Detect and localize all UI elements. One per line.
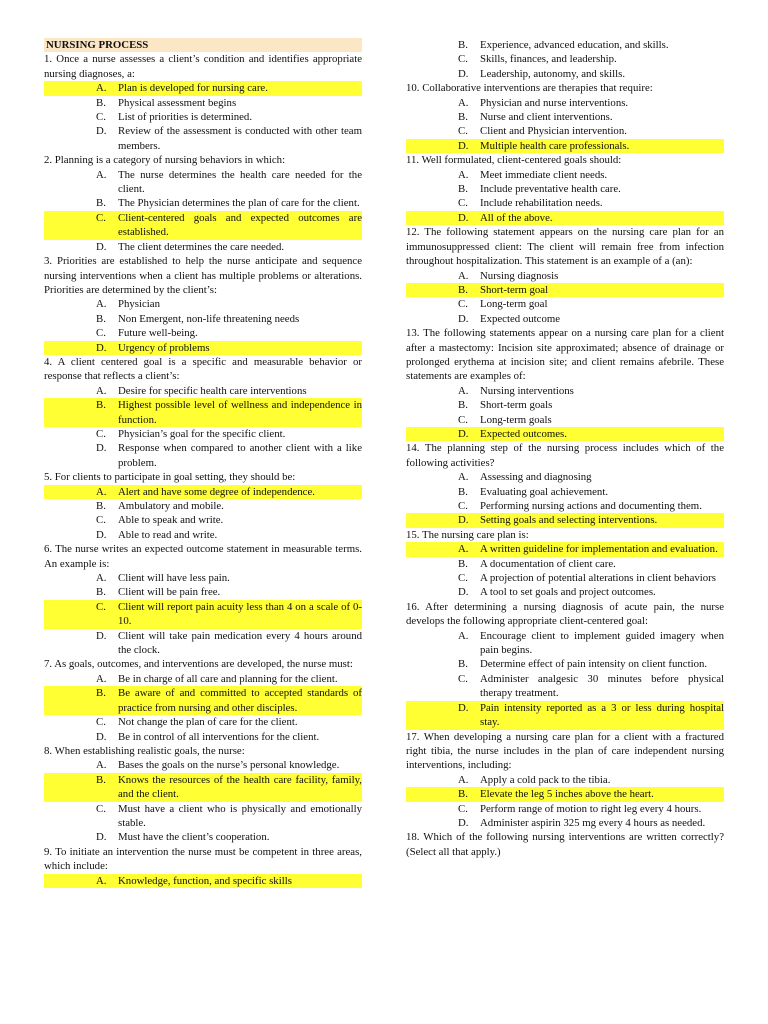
- answer-option: [44, 730, 362, 744]
- answer-option: [406, 672, 724, 701]
- answer-option-highlighted: [44, 874, 362, 888]
- question-text: 8. When establishing realistic goals, the nurse:: [44, 744, 245, 757]
- option-text: Able to speak and write.: [118, 514, 224, 527]
- option-text: Able to read and write.: [118, 528, 218, 541]
- answer-option: [406, 571, 724, 585]
- question-text: 10. Collaborative interventions are therapies that require:: [406, 82, 653, 95]
- option-letter: D.: [406, 513, 480, 527]
- answer-option: [406, 384, 724, 398]
- answer-option: [44, 513, 362, 527]
- option-text: Nursing diagnosis: [480, 269, 559, 282]
- option-letter: A.: [458, 168, 469, 181]
- option-letter: A.: [96, 572, 107, 585]
- answer-option: [44, 571, 362, 585]
- option-text: Be in control of all interventions for the client.: [118, 730, 320, 743]
- answer-option-highlighted: [406, 787, 724, 801]
- option-letter: A.: [96, 759, 107, 772]
- answer-option: [406, 470, 724, 484]
- option-letter: A.: [44, 81, 118, 95]
- option-letter: C.: [458, 802, 468, 815]
- answer-option: [44, 124, 362, 153]
- option-letter: C.: [96, 802, 106, 815]
- answer-option-highlighted: [44, 600, 362, 629]
- option-text: A projection of potential alterations in client behaviors: [480, 572, 716, 585]
- answer-option: [406, 67, 724, 81]
- option-text: Knowledge, function, and specific skills: [118, 874, 362, 888]
- option-letter: B.: [44, 686, 118, 715]
- option-letter: C.: [44, 600, 118, 629]
- option-text: Client-centered goals and expected outcomes are established.: [118, 211, 362, 239]
- answer-option: [406, 398, 724, 412]
- answer-option: [406, 312, 724, 326]
- answer-option: [44, 499, 362, 513]
- answer-option-highlighted: [44, 686, 362, 715]
- answer-option: [406, 485, 724, 499]
- option-text: Short-term goal: [480, 283, 724, 297]
- option-letter: D.: [458, 312, 469, 325]
- option-text: Short-term goals: [480, 399, 553, 412]
- option-letter: D.: [458, 586, 469, 599]
- answer-option-highlighted: [406, 542, 724, 556]
- option-text: Determine effect of pain intensity on client function.: [480, 658, 708, 671]
- answer-option: [44, 672, 362, 686]
- answer-option: [406, 816, 724, 830]
- answer-option: [406, 557, 724, 571]
- option-text: List of priorities is determined.: [118, 111, 253, 124]
- question-text: 9. To initiate an intervention the nurse must be competent in three areas, which include:: [44, 845, 362, 873]
- option-text: A tool to set goals and project outcomes.: [480, 586, 656, 599]
- answer-option: [406, 585, 724, 599]
- option-letter: B.: [458, 557, 468, 570]
- option-text: The Physician determines the plan of care for the client.: [118, 197, 360, 210]
- option-text: Include rehabilitation needs.: [480, 197, 603, 210]
- option-text: Long-term goals: [480, 413, 552, 426]
- option-letter: A.: [458, 629, 469, 642]
- option-text: Urgency of problems: [118, 341, 362, 355]
- question-text: 4. A client centered goal is a specific and measurable behavior or response that reflects a client’s:: [44, 355, 362, 383]
- option-text: Multiple health care professionals.: [480, 139, 724, 153]
- answer-option: [44, 427, 362, 441]
- option-letter: A.: [44, 485, 118, 499]
- option-letter: A.: [96, 384, 107, 397]
- question-text: 16. After determining a nursing diagnosis of acute pain, the nurse develops the following appropriate client-centered goal:: [406, 600, 724, 628]
- option-letter: D.: [458, 67, 469, 80]
- left-column: [44, 38, 362, 888]
- option-text: All of the above.: [480, 211, 724, 225]
- option-letter: A.: [458, 471, 469, 484]
- option-letter: B.: [96, 586, 106, 599]
- answer-option: [44, 585, 362, 599]
- option-text: Be aware of and committed to accepted standards of practice from nursing and other disciples.: [118, 687, 362, 714]
- option-letter: A.: [458, 773, 469, 786]
- answer-option: [406, 168, 724, 182]
- answer-option-highlighted: [44, 398, 362, 427]
- option-letter: B.: [96, 197, 106, 210]
- option-letter: A.: [406, 542, 480, 556]
- option-letter: A.: [44, 874, 118, 888]
- question-text: 2. Planning is a category of nursing behaviors in which:: [44, 154, 286, 167]
- option-letter: A.: [96, 672, 107, 685]
- option-text: A written guideline for implementation and evaluation.: [480, 542, 724, 556]
- option-text: Review of the assessment is conducted with other team members.: [118, 125, 362, 152]
- option-letter: C.: [458, 413, 468, 426]
- option-text: Future well-being.: [118, 327, 198, 340]
- answer-option: [406, 773, 724, 787]
- answer-option-highlighted: [44, 341, 362, 355]
- answer-option-highlighted: [406, 701, 724, 730]
- option-text: Leadership, autonomy, and skills.: [480, 67, 626, 80]
- option-text: Not change the plan of care for the client.: [118, 716, 298, 729]
- option-text: Expected outcome: [480, 312, 561, 325]
- answer-option: [406, 802, 724, 816]
- option-text: Physician’s goal for the specific client.: [118, 427, 286, 440]
- option-text: Encourage client to implement guided imagery when pain begins.: [480, 629, 724, 657]
- option-letter: D.: [406, 211, 480, 225]
- option-text: Evaluating goal achievement.: [480, 485, 609, 498]
- option-text: Physical assessment begins: [118, 96, 237, 109]
- option-letter: B.: [458, 183, 468, 196]
- right-column-content: [406, 38, 724, 859]
- option-text: The nurse determines the health care needed for the client.: [118, 168, 362, 196]
- answer-option: [406, 196, 724, 210]
- answer-option-highlighted: [44, 81, 362, 95]
- option-letter: A.: [96, 298, 107, 311]
- answer-option: [44, 384, 362, 398]
- answer-option: [406, 413, 724, 427]
- option-text: Non Emergent, non-life threatening needs: [118, 312, 300, 325]
- answer-option-highlighted: [44, 485, 362, 499]
- answer-option: [406, 297, 724, 311]
- option-text: Physician: [118, 298, 160, 311]
- answer-option: [44, 326, 362, 340]
- option-letter: B.: [458, 111, 468, 124]
- option-letter: C.: [96, 327, 106, 340]
- option-text: Long-term goal: [480, 298, 548, 311]
- answer-option: [44, 312, 362, 326]
- option-text: Desire for specific health care interventions: [118, 384, 307, 397]
- option-letter: C.: [458, 572, 468, 585]
- answer-option: [406, 657, 724, 671]
- answer-option: [44, 629, 362, 658]
- question-text: 15. The nursing care plan is:: [406, 528, 529, 541]
- answer-option: [44, 830, 362, 844]
- question-text: 3. Priorities are established to help the nurse anticipate and sequence nursing interventions when a client has multiple problems or alterations. Priorities are determined by the client’s:: [44, 255, 362, 296]
- answer-option: [406, 52, 724, 66]
- answer-option: [44, 110, 362, 124]
- answer-option: [44, 528, 362, 542]
- option-text: Response when compared to another client with a like problem.: [118, 442, 362, 469]
- option-text: Pain intensity reported as a 3 or less during hospital stay.: [480, 701, 724, 729]
- option-text: Knows the resources of the health care facility, family, and the client.: [118, 773, 362, 801]
- answer-option: [406, 182, 724, 196]
- option-letter: D.: [406, 427, 480, 441]
- option-text: Physician and nurse interventions.: [480, 96, 629, 109]
- option-text: Assessing and diagnosing: [480, 471, 592, 484]
- option-text: Client will report pain acuity less than 4 on a scale of 0-10.: [118, 600, 362, 628]
- option-letter: C.: [96, 716, 106, 729]
- option-text: Elevate the leg 5 inches above the heart.: [480, 787, 724, 801]
- option-letter: B.: [96, 96, 106, 109]
- option-letter: D.: [96, 528, 107, 541]
- option-text: Expected outcomes.: [480, 427, 724, 441]
- option-letter: C.: [458, 672, 468, 685]
- answer-option: [44, 715, 362, 729]
- option-text: Client will have less pain.: [118, 572, 230, 585]
- option-text: Must have a client who is physically and emotionally stable.: [118, 802, 362, 829]
- answer-option: [406, 96, 724, 110]
- answer-option: [44, 96, 362, 110]
- option-text: Administer analgesic 30 minutes before physical therapy treatment.: [480, 672, 724, 700]
- option-text: Apply a cold pack to the tibia.: [480, 773, 611, 786]
- question-text: 12. The following statement appears on the nursing care plan for an immunosuppressed client: The client will remain free from infection throughout hospitalization. This statement is an example of a (an):: [406, 226, 724, 268]
- option-text: Client will take pain medication every 4 hours around the clock.: [118, 629, 362, 657]
- question-text: 7. As goals, outcomes, and interventions are developed, the nurse must:: [44, 658, 353, 671]
- option-text: Skills, finances, and leadership.: [480, 53, 617, 66]
- option-letter: B.: [406, 283, 480, 297]
- option-letter: A.: [458, 96, 469, 109]
- answer-option: [44, 758, 362, 772]
- option-text: Meet immediate client needs.: [480, 168, 608, 181]
- option-letter: C.: [44, 211, 118, 240]
- option-letter: B.: [458, 39, 468, 51]
- option-letter: D.: [44, 341, 118, 355]
- option-text: Client will be pain free.: [118, 586, 221, 599]
- option-letter: A.: [458, 384, 469, 397]
- option-letter: D.: [96, 240, 107, 253]
- option-text: Perform range of motion to right leg every 4 hours.: [480, 802, 702, 815]
- option-letter: C.: [458, 125, 468, 138]
- option-letter: D.: [406, 701, 480, 730]
- option-letter: A.: [96, 168, 107, 181]
- option-letter: B.: [96, 500, 106, 512]
- option-letter: B.: [458, 658, 468, 671]
- option-text: Highest possible level of wellness and independence in function.: [118, 399, 362, 426]
- option-text: Performing nursing actions and documenting them.: [480, 500, 702, 512]
- option-text: Bases the goals on the nurse’s personal knowledge.: [118, 759, 340, 772]
- answer-option: [406, 124, 724, 138]
- answer-option-highlighted: [406, 513, 724, 527]
- option-letter: D.: [96, 442, 107, 455]
- option-text: Nurse and client interventions.: [480, 111, 613, 124]
- option-letter: C.: [458, 500, 468, 512]
- option-text: Administer aspirin 325 mg every 4 hours as needed.: [480, 816, 706, 829]
- option-text: A documentation of client care.: [480, 557, 616, 570]
- question-text: 17. When developing a nursing care plan for a client with a fractured right tibia, the nurse includes in the plan of care independent nursing interventions, including:: [406, 730, 724, 772]
- right-column: [406, 38, 724, 859]
- question-text: 18. Which of the following nursing interventions are written correctly? (Select all that apply.): [406, 831, 724, 858]
- answer-option: [406, 269, 724, 283]
- option-letter: C.: [96, 111, 106, 124]
- option-letter: B.: [458, 485, 468, 498]
- question-text: 14. The planning step of the nursing process includes which of the following activities?: [406, 442, 724, 469]
- answer-option: [44, 196, 362, 210]
- option-text: Nursing interventions: [480, 384, 574, 397]
- answer-option: [44, 168, 362, 197]
- option-letter: C.: [458, 197, 468, 210]
- page-title: NURSING PROCESS: [44, 38, 362, 52]
- option-letter: C.: [458, 53, 468, 66]
- option-letter: D.: [458, 816, 469, 829]
- answer-option: [44, 802, 362, 831]
- answer-option-highlighted: [406, 211, 724, 225]
- answer-option-highlighted: [44, 211, 362, 240]
- option-letter: A.: [458, 269, 469, 282]
- answer-option: [44, 441, 362, 470]
- option-letter: D.: [406, 139, 480, 153]
- question-text: 1. Once a nurse assesses a client’s condition and identifies appropriate nursing diagnoses, a:: [44, 53, 362, 80]
- option-text: Be in charge of all care and planning for the client.: [118, 672, 338, 685]
- answer-option: [44, 240, 362, 254]
- option-text: Experience, advanced education, and skills.: [480, 39, 669, 51]
- option-letter: C.: [96, 427, 106, 440]
- answer-option: [44, 297, 362, 311]
- option-text: Setting goals and selecting interventions.: [480, 513, 724, 527]
- left-column-content: [44, 52, 362, 888]
- answer-option: [406, 110, 724, 124]
- answer-option: [406, 38, 724, 52]
- option-text: Ambulatory and mobile.: [118, 500, 224, 512]
- option-letter: D.: [96, 831, 107, 844]
- option-text: The client determines the care needed.: [118, 240, 285, 253]
- question-text: 13. The following statements appear on a nursing care plan for a client after a mastectomy: Incision site approximated; absence of drainage or prolonged erythema at incision site; and client remains afebrile. These statements are examples of:: [406, 327, 724, 383]
- answer-option: [406, 499, 724, 513]
- question-text: 5. For clients to participate in goal setting, they should be:: [44, 471, 296, 484]
- option-letter: C.: [96, 514, 106, 527]
- option-letter: D.: [96, 629, 107, 642]
- option-text: Client and Physician intervention.: [480, 125, 627, 138]
- option-letter: D.: [96, 730, 107, 743]
- question-text: 6. The nurse writes an expected outcome statement in measurable terms. An example is:: [44, 543, 362, 570]
- answer-option: [406, 629, 724, 658]
- option-letter: D.: [96, 125, 107, 138]
- answer-option-highlighted: [406, 283, 724, 297]
- answer-option-highlighted: [406, 427, 724, 441]
- option-letter: B.: [406, 787, 480, 801]
- answer-option-highlighted: [406, 139, 724, 153]
- option-text: Must have the client’s cooperation.: [118, 831, 270, 844]
- option-letter: B.: [44, 398, 118, 427]
- answer-option-highlighted: [44, 773, 362, 802]
- option-text: Alert and have some degree of independence.: [118, 485, 362, 499]
- option-text: Plan is developed for nursing care.: [118, 81, 362, 95]
- option-letter: B.: [458, 399, 468, 412]
- option-letter: B.: [44, 773, 118, 802]
- option-letter: C.: [458, 298, 468, 311]
- option-letter: B.: [96, 312, 106, 325]
- question-text: 11. Well formulated, client-centered goals should:: [406, 154, 622, 167]
- option-text: Include preventative health care.: [480, 183, 621, 196]
